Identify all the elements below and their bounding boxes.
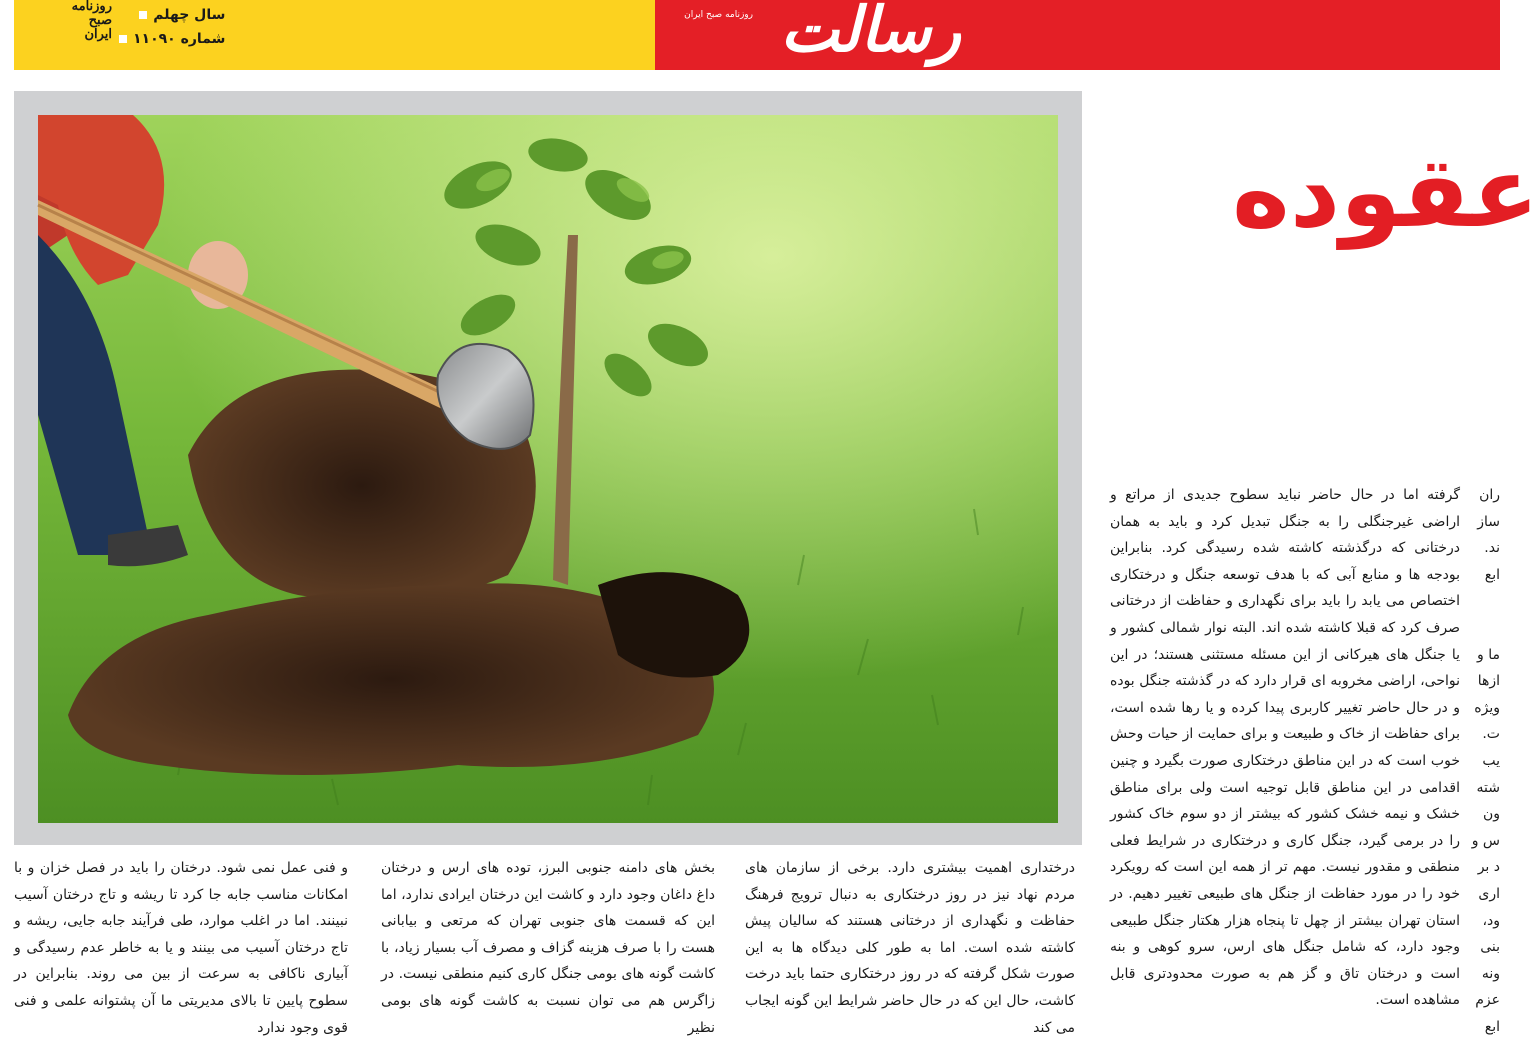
edge-line: ابع [1484,566,1500,583]
edge-line: ود، [1482,912,1500,929]
article-paragraph: درختداری اهمیت بیشتری دارد. برخی از سازمان های مردم نهاد نیز در روز درختکاری به دنبال ترویج فرهنگ حفاظت و نگهداری از درختانی هستند که سالیان پیش کاشته شده است. اما به طور کلی دیدگاه ها به این صورت شکل گرفته که در روز درختکاری حتما باید درخت کاشت، حال این که در حال حاضر شرایط این گونه ایجاب می کند [745,860,1075,1036]
edge-line: ونه [1481,965,1500,982]
edge-line: اری [1478,885,1500,902]
article-column-main [1110,482,1460,1015]
edge-line: بنی [1480,939,1500,956]
edge-line: ویژه [1474,699,1500,716]
issue-number-line [119,27,225,51]
edge-line: ون [1482,806,1500,823]
brand-line: روزنامه [71,0,112,14]
edge-line: ساز [1477,513,1500,530]
article-column-bottom-1 [745,855,1075,1036]
bullet-square-icon [119,35,127,43]
edge-line: ند. [1484,540,1500,557]
edge-line: د بر [1477,859,1500,876]
article-column-bottom-3 [14,855,348,1036]
edge-line: ابع [1484,1018,1500,1035]
newspaper-brand [42,0,112,42]
article-paragraph: و فنی عمل نمی شود. درختان را باید در فصل خزان و با امکانات مناسب جابه جا کرد تا ریشه و تاج درختان آسیب نبینند. اما در اغلب موارد، طی فرآیند جابه جایی، ریشه و تاج درختان آسیب می بینند و یا به خاطر عدم رسیدگی و آبیاری ناکافی به سرعت از بین می روند. بنابراین در سطوح پایین تا بالای مدیریتی ما آن پشتوانه علمی و فنی قوی وجود ندارد [14,860,348,1036]
article-column-edge [1471,482,1500,1035]
edge-line: ت. [1482,726,1500,743]
issue-year-line [119,3,225,27]
brand-line: صبح [88,13,112,28]
photo-frame [14,91,1082,845]
issue-year: سال چهلم [153,7,226,23]
edge-line: س و [1471,832,1500,849]
article-headline: عقوده [1232,136,1539,250]
article-paragraph: گرفته اما در حال حاضر نباید سطوح جدیدی از مراتع و اراضی غیرجنگلی را به جنگل تبدیل کرد و باید به همان درختانی که درگذشته کاشته شده رسیدگی کرد. بنابراین بودجه ها و منابع آبی که با هدف توسعه جنگل و درختکاری اختصاص می یابد را باید برای نگهداری و حفاظت از درختانی صرف کرد که قبلا کاشته شده اند. البته نوار شمالی کشور و یا جنگل های هیرکانی از این مسئله مستثنی هستند؛ در این نواحی، اراضی مخروبه ای قرار دارد که در گذشته جنگل بوده و در حال حاضر تغییر کاربری پیدا کرده و یا رها شده است، برای حفاظت از خاک و طبیعت و برای حمایت از حیات وحش خوب است که در این مناطق درختکاری صورت بگیرد و چنین اقدامی در این مناطق قابل توجیه است ولی برای مناطق خشک و نیمه خشک کشور که بیشتر از دو سوم خاک کشور را در برمی گیرد، جنگل کاری و درختکاری در شرایط فعلی منطقی و مقدور نیست. مهم تر از همه این است که رویکرد خود را در مورد حفاظت از جنگل های طبیعی تغییر دهیم. در استان تهران بیشتر از چهل تا پنجاه هزار هکتار جنگل طبیعی وجود دارد، که شامل جنگل های ارس، سرو کوهی و بنه است و درختان تاق و گز هم به صورت محدودتری قابل مشاهده است. [1110,487,1460,1009]
masthead-yellow-band [14,0,655,70]
edge-line: یب [1482,752,1500,769]
masthead [14,0,1500,70]
bullet-square-icon [139,11,147,19]
edge-gap [1473,588,1500,641]
edge-line: عزم [1475,992,1500,1009]
issue-info [119,3,225,51]
article-paragraph: بخش های دامنه جنوبی البرز، توده های ارس و درختان داغ داغان وجود دارد و کاشت این درختان ایرادی ندارد، اما این که قسمت های جنوبی تهران که مرتعی و بیابانی هست را با صرف هزینه گزاف و مصرف آب بسیار زیاد، با کاشت گونه های بومی جنگل کاری کنیم منطقی نیست. در زاگرس هم می توان نسبت به کاشت گونه های بومی نظیر [381,860,715,1036]
article-column-bottom-2 [381,855,715,1036]
edge-line: ران [1479,487,1500,503]
tree-planting-photo [38,115,1058,823]
logo-tagline: روزنامه صبح ایران [684,10,753,20]
resalat-logo [669,0,969,70]
edge-line: ما و [1477,646,1500,663]
edge-line: ازها [1477,673,1500,690]
logo-wordmark: رسالت [780,0,961,66]
edge-line: شته [1476,779,1500,796]
issue-number: شماره ۱۱۰۹۰ [133,31,226,47]
brand-line: ایران [84,27,112,42]
